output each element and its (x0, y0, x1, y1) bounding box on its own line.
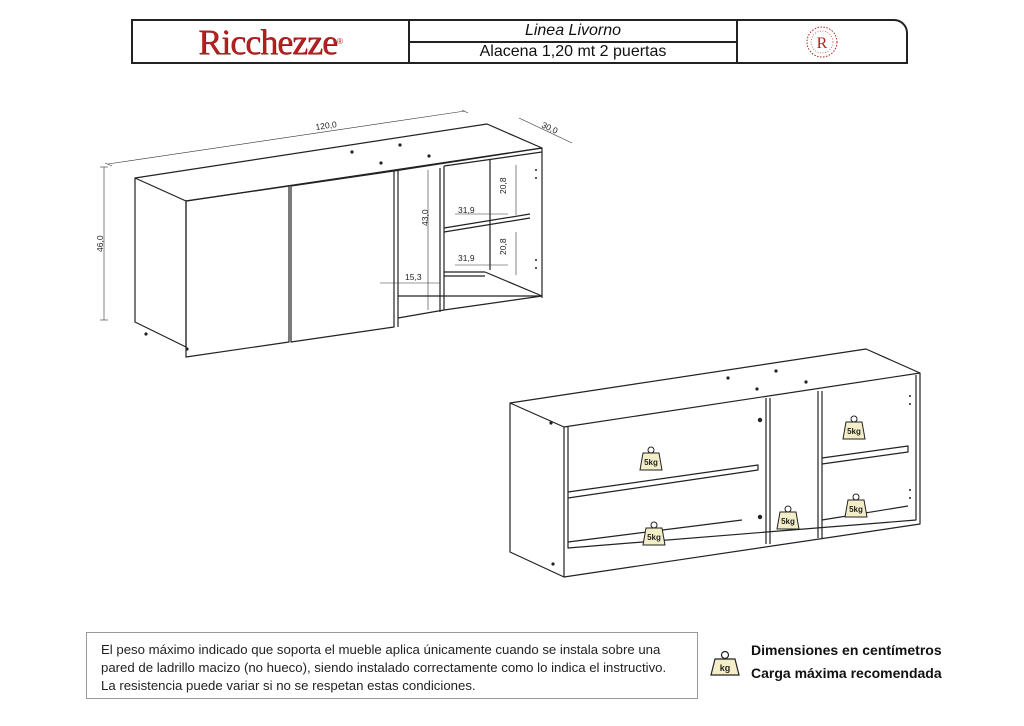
dimension-lines (100, 110, 572, 320)
shelf-lower (444, 272, 485, 276)
cabinet-open-view (510, 349, 920, 577)
dim-inner-height: 43,0 (420, 209, 430, 226)
dim-depth: 30,0 (540, 119, 560, 136)
load-label: 5kg (647, 533, 661, 542)
dim-lower-shelf: 31,9 (458, 253, 475, 263)
load-notice: El peso máximo indicado que soporta el mueble aplica únicamente cuando se instala sobre una pared de ladrillo macizo (no hueco), siendo instalado correctamente como lo indica el instructivo. La resistencia puede variar si no se respetan estas condiciones. (86, 632, 698, 699)
product-line-name: Linea Livorno (410, 21, 736, 43)
product-name: Alacena 1,20 mt 2 puertas (479, 43, 667, 61)
open-cabinet-holes (549, 369, 911, 565)
load-label: 5kg (781, 517, 795, 526)
load-label: 5kg (847, 427, 861, 436)
open-shelf-left-upper (568, 465, 758, 498)
cabinet-front-view (135, 124, 542, 357)
load-label: 5kg (644, 458, 658, 467)
open-cabinet-top (510, 349, 920, 427)
seal-letter: R (816, 34, 828, 52)
dim-door-offset: 15,3 (405, 272, 422, 282)
load-weight-right-upper (843, 416, 865, 439)
open-cabinet-divider (766, 398, 770, 544)
load-weight-right-lower (845, 494, 867, 517)
weight-icon (708, 650, 742, 678)
legend-units: Dimensiones en centímetros (751, 642, 942, 658)
dim-width: 120,0 (314, 119, 338, 132)
cabinet-left-side (135, 178, 186, 347)
brand-trademark: ® (336, 37, 343, 46)
cabinet-top-face (135, 124, 542, 201)
open-shelf-right-upper (822, 446, 908, 464)
dim-upper-gap: 20,8 (498, 177, 508, 194)
open-cabinet-left-side (510, 403, 564, 577)
door-left (186, 186, 289, 357)
dim-upper-shelf: 31,9 (458, 205, 475, 215)
load-weight-left-upper (640, 447, 662, 470)
dim-height: 46,0 (95, 235, 105, 252)
load-label: 5kg (849, 505, 863, 514)
legend (708, 640, 1008, 688)
weight-icon-label: kg (719, 663, 731, 673)
load-weight-middle (777, 506, 799, 529)
legend-max-load: Carga máxima recomendada (751, 665, 942, 681)
door-right (291, 171, 394, 342)
load-weight-left-lower (643, 522, 665, 545)
dim-lower-gap: 20,8 (498, 238, 508, 255)
shelf-upper (444, 214, 530, 232)
top-holes (144, 143, 537, 350)
brand-logo: Ricchezze (198, 21, 337, 62)
